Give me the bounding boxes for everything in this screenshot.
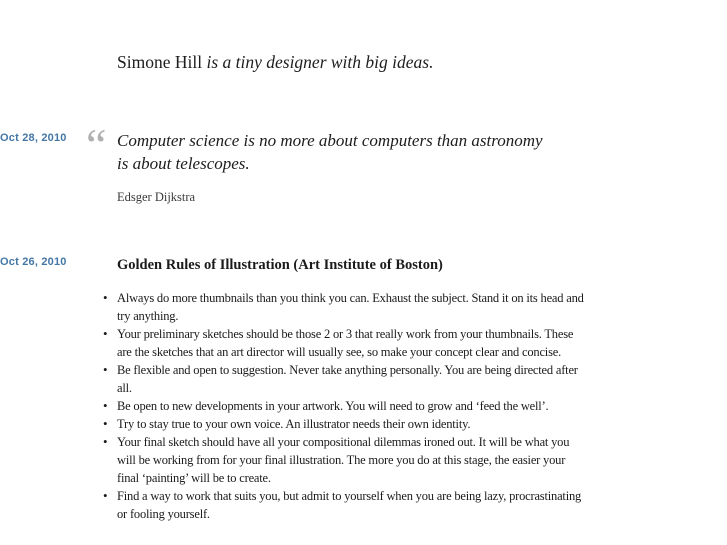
list-item: • Try to stay true to your own voice. An illustrator needs their own identity.: [117, 415, 587, 433]
site-tagline: is a tiny designer with big ideas.: [202, 52, 434, 72]
quote-source: Edsger Dijkstra: [117, 190, 196, 204]
site-header: [117, 52, 433, 73]
list-item: • Your preliminary sketches should be those 2 or 3 that really work from your thumbnails. These are the sketches that an art director will usually see, so make your concept clear and concise.: [117, 325, 587, 361]
rules-list: [117, 289, 587, 523]
list-item: • Your final sketch should have all your compositional dilemmas ironed out. It will be what you will be working from for your final illustration. The more you do at this stage, the easier your final ‘painting’ will be to create.: [117, 433, 587, 487]
list-item: • Be open to new developments in your artwork. You will need to grow and ‘feed the well’.: [117, 397, 587, 415]
post-title: Golden Rules of Illustration (Art Institute of Boston): [117, 257, 443, 273]
list-item: • Be flexible and open to suggestion. Never take anything personally. You are being directed after all.: [117, 361, 587, 397]
list-item: • Always do more thumbnails than you think you can. Exhaust the subject. Stand it on its head and try anything.: [117, 289, 587, 325]
post-date-link[interactable]: Oct 28, 2010: [0, 132, 67, 144]
quote-text: Computer science is no more about computers than astronomy is about telescopes.: [117, 131, 543, 173]
post-date-link[interactable]: Oct 26, 2010: [0, 256, 67, 268]
list-item: • Find a way to work that suits you, but admit to yourself when you are being lazy, procrastinating or fooling yourself.: [117, 487, 587, 523]
open-quote-icon: “: [86, 119, 107, 170]
post-quote: [0, 119, 640, 205]
site-title[interactable]: Simone Hill: [117, 52, 203, 72]
post-text: [0, 253, 640, 523]
